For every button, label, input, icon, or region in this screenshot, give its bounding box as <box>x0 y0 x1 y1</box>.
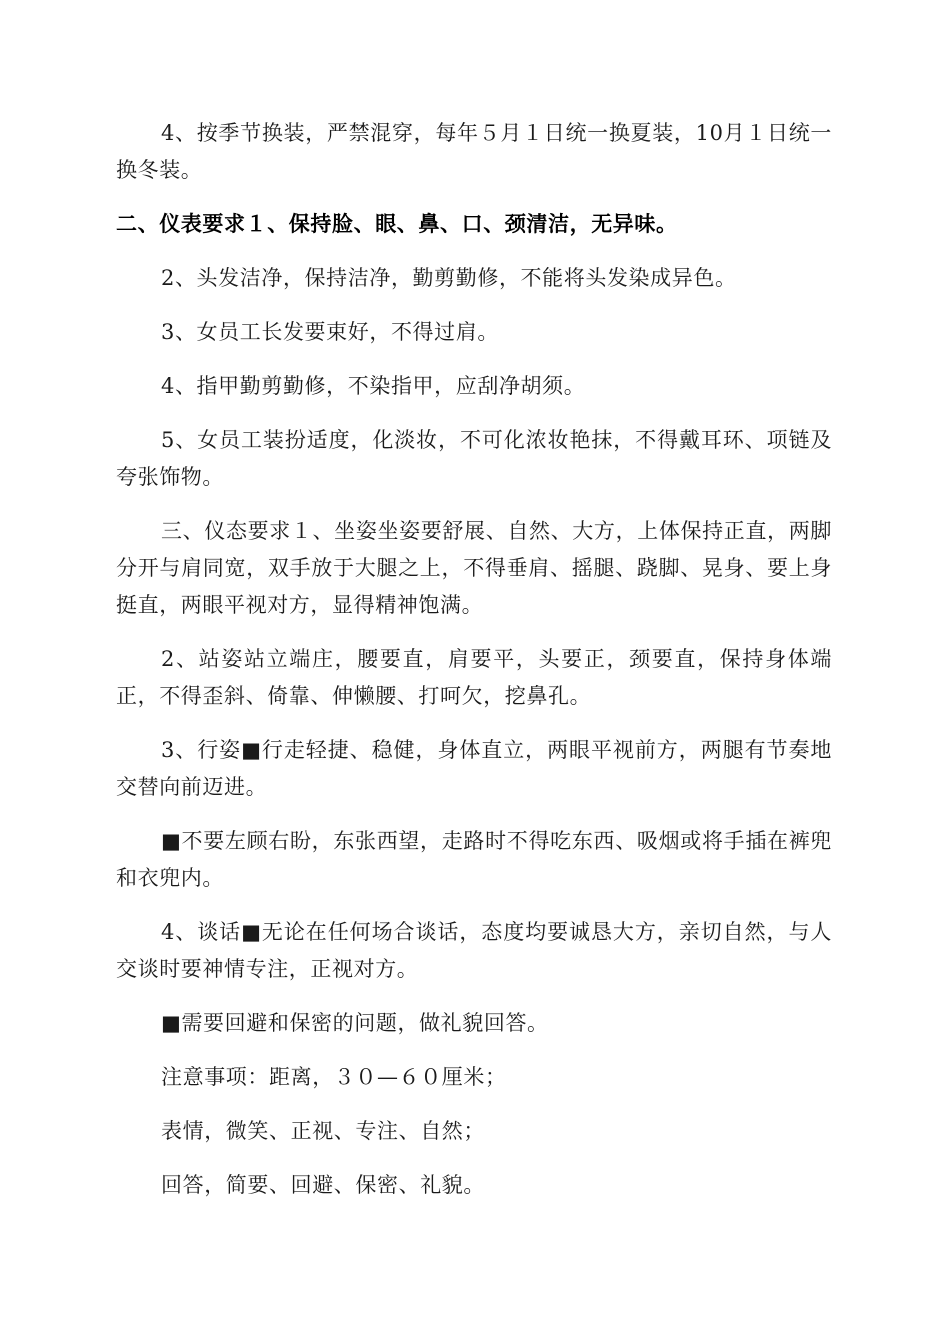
paragraph-makeup: 5、女员工装扮适度，化淡妆，不可化浓妆艳抹，不得戴耳环、项链及夸张饰物。 <box>116 428 832 489</box>
paragraph-hair: 2、头发洁净，保持洁净，勤剪勤修，不能将头发染成异色。 <box>161 266 737 290</box>
paragraph-confidential: ■需要回避和保密的问题，做礼貌回答。 <box>161 1011 549 1035</box>
paragraph-long-hair: 3、女员工长发要束好，不得过肩。 <box>161 320 499 344</box>
paragraph-walking-rules: ■不要左顾右盼，东张西望，走路时不得吃东西、吸烟或将手插在裤兜和衣兜内。 <box>116 829 832 890</box>
heading-appearance-requirements: 二、仪表要求１、保持脸、眼、鼻、口、颈清洁，无异味。 <box>116 212 678 236</box>
document-body <box>116 115 832 1204</box>
paragraph-walking-posture: 3、行姿■行走轻捷、稳健，身体直立，两眼平视前方，两腿有节奏地交替向前迈进。 <box>116 738 832 799</box>
paragraph-note-answer: 回答，简要、回避、保密、礼貌。 <box>161 1173 485 1197</box>
paragraph-uniform-season-change: 4、按季节换装，严禁混穿，每年５月１日统一换夏装，10月１日统一换冬装。 <box>116 121 832 182</box>
paragraph-sitting-posture: 三、仪态要求１、坐姿坐姿要舒展、自然、大方，上体保持正直，两脚分开与肩同宽，双手放于大腿之上，不得垂肩、摇腿、跷脚、晃身、要上身挺直，两眼平视对方，显得精神饱满。 <box>116 519 832 617</box>
paragraph-nails: 4、指甲勤剪勤修，不染指甲，应刮净胡须。 <box>161 374 586 398</box>
paragraph-conversation: 4、谈话■无论在任何场合谈话，态度均要诚恳大方，亲切自然，与人交谈时要神情专注，正视对方。 <box>116 920 832 981</box>
paragraph-note-expression: 表情，微笑、正视、专注、自然； <box>161 1119 485 1143</box>
paragraph-note-distance: 注意事项：距离，３０—６０厘米； <box>161 1065 507 1089</box>
paragraph-standing-posture: 2、站姿站立端庄，腰要直，肩要平，头要正，颈要直，保持身体端正，不得歪斜、倚靠、伸懒腰、打呵欠，挖鼻孔。 <box>116 647 832 708</box>
